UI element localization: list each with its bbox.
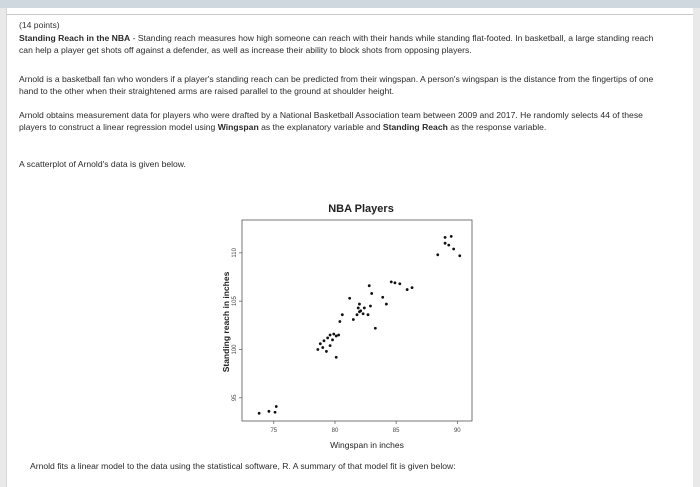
data-point <box>450 235 453 238</box>
y-axis-ticks <box>232 247 242 401</box>
intro-paragraph <box>19 32 664 56</box>
top-bar <box>0 0 700 8</box>
data-point <box>331 338 334 341</box>
data-point <box>316 348 319 351</box>
data-point <box>335 356 338 359</box>
y-tick-label: 95 <box>232 394 238 402</box>
data-point <box>394 281 397 284</box>
data-point <box>348 297 351 300</box>
y-tick-label: 105 <box>232 296 238 307</box>
data-point <box>326 336 329 339</box>
data-text-b: as the explanatory variable and <box>258 122 383 132</box>
data-paragraph <box>19 109 664 133</box>
x-tick-label: 80 <box>331 428 339 434</box>
y-axis-label: Standing reach in inches <box>221 271 231 373</box>
y-tick-label: 100 <box>232 344 238 355</box>
data-point <box>358 303 361 306</box>
model-fit-paragraph: Arnold fits a linear model to the data using the statistical software, R. A summary of that model fit is given below: <box>30 461 456 471</box>
data-point <box>406 288 409 291</box>
explanatory-variable: Wingspan <box>217 122 259 132</box>
y-tick-label: 110 <box>232 248 238 258</box>
data-point <box>436 253 439 256</box>
data-point <box>368 284 371 287</box>
data-point <box>370 292 373 295</box>
data-point <box>374 327 377 330</box>
data-point <box>411 286 414 289</box>
data-point <box>319 342 322 345</box>
data-point <box>332 333 335 336</box>
data-point <box>362 312 365 315</box>
data-point <box>381 296 384 299</box>
chart-title: NBA Players <box>328 203 394 215</box>
data-point <box>367 313 370 316</box>
data-point <box>275 405 278 408</box>
response-variable: Standing Reach <box>382 122 448 132</box>
data-point <box>444 242 447 245</box>
data-point <box>337 334 340 337</box>
data-point <box>323 339 326 342</box>
question-page <box>6 8 693 487</box>
x-tick-label: 75 <box>270 428 278 434</box>
intro-text: - Standing reach measures how high someone can reach with their hands while standing flat-footed. In basketball, a large standing reach can help a player get shots off against a defender, as well as increase their ability to block shots from opposing players. <box>19 33 654 55</box>
data-points <box>258 235 461 415</box>
x-axis-label: Wingspan in inches <box>330 440 404 450</box>
data-point <box>358 310 361 313</box>
data-point <box>369 305 372 308</box>
data-point <box>335 335 338 338</box>
data-point <box>274 411 277 414</box>
data-point <box>338 320 341 323</box>
data-point <box>390 280 393 283</box>
divider <box>7 14 693 15</box>
data-point <box>385 303 388 306</box>
plot-frame <box>242 220 472 421</box>
intro-title: Standing Reach in the NBA <box>19 33 131 43</box>
data-point <box>321 346 324 349</box>
wingspan-paragraph: Arnold is a basketball fan who wonders if a player's standing reach can be predicted from their wingspan. A person's wingspan is the distance from the fingertips of one hand to the other when their straightened arms are raised parallel to the ground at shoulder height. <box>19 74 654 96</box>
data-point <box>357 307 360 310</box>
x-tick-label: 85 <box>392 428 400 434</box>
question-points: (14 points) <box>19 20 60 30</box>
data-point <box>452 248 455 251</box>
data-point <box>444 236 447 239</box>
data-point <box>258 412 261 415</box>
data-point <box>329 344 332 347</box>
data-point <box>356 313 359 316</box>
data-text-c: as the response variable. <box>447 122 547 132</box>
data-point <box>325 350 328 353</box>
data-point <box>363 307 366 310</box>
data-point <box>341 313 344 316</box>
data-point <box>398 282 401 285</box>
scatterplot <box>197 192 487 454</box>
x-tick-label: 90 <box>453 428 461 434</box>
data-point <box>458 254 461 257</box>
data-point <box>268 410 271 413</box>
data-text-a: Arnold obtains measurement data for players who were drafted by a National Basketball Association team between 2009 and 2017. He randomly selects 44 of these players to construct a linear regression model using <box>19 110 643 132</box>
x-axis-ticks <box>270 421 461 434</box>
scatterplot-intro: A scatterplot of Arnold's data is given below. <box>19 159 186 169</box>
data-point <box>329 334 332 337</box>
data-point <box>447 244 450 247</box>
data-point <box>352 318 355 321</box>
